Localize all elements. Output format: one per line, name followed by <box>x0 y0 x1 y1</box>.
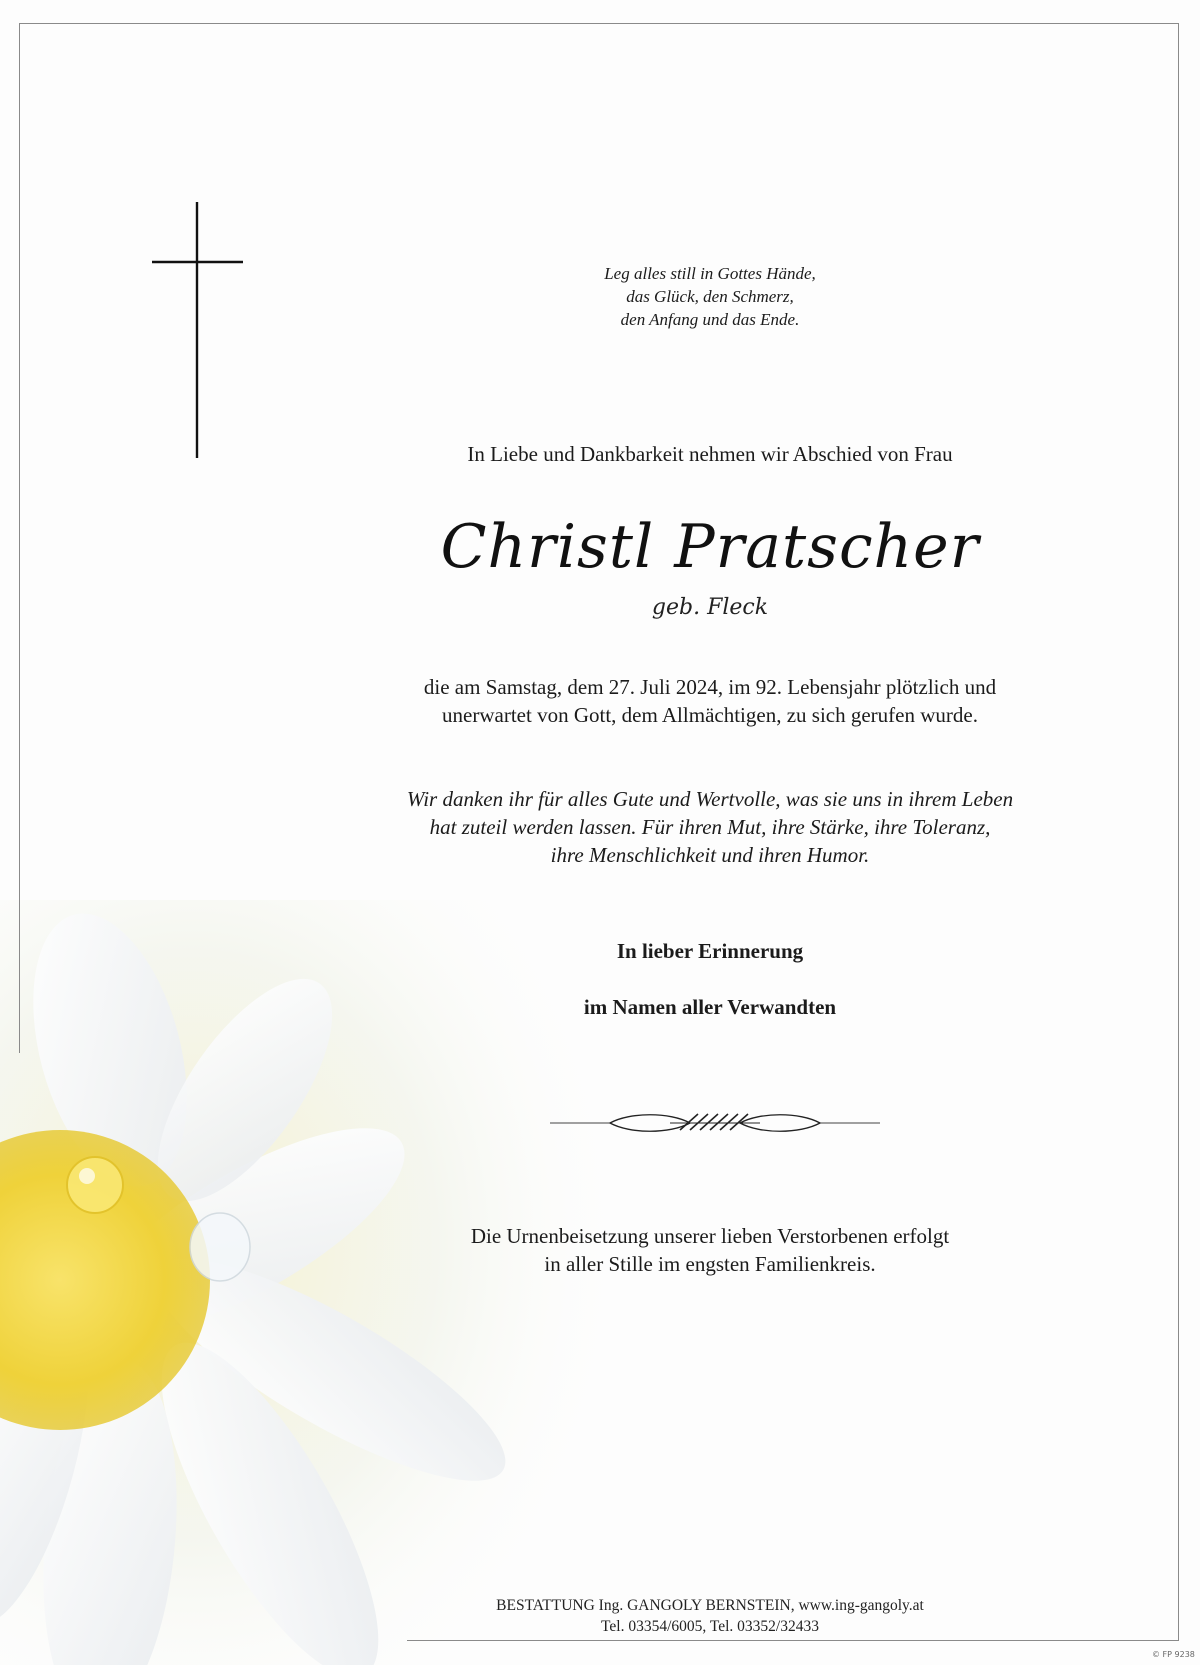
frame-line-right <box>1178 23 1179 1640</box>
gratitude-line: ihre Menschlichkeit und ihren Humor. <box>550 843 870 867</box>
death-notice <box>300 673 1120 729</box>
gratitude-line: hat zuteil werden lassen. Für ihren Mut, ihre Stärke, ihre Toleranz, <box>429 815 991 839</box>
verse-block <box>300 262 1120 331</box>
latin-cross-icon <box>150 200 245 460</box>
deceased-name: Christl Pratscher <box>440 512 980 582</box>
gratitude-line: Wir danken ihr für alles Gute und Wertvolle, was sie uns in ihrem Leben <box>406 787 1014 811</box>
ornamental-flourish-icon <box>550 1104 880 1142</box>
frame-line-bottom <box>407 1640 1179 1641</box>
burial-line: in aller Stille im engsten Familienkreis. <box>544 1252 876 1276</box>
gratitude-text <box>300 785 1120 869</box>
verse-line: das Glück, den Schmerz, <box>626 287 794 306</box>
death-notice-line: die am Samstag, dem 27. Juli 2024, im 92. Lebensjahr plötzlich und <box>423 675 997 699</box>
verse-line: den Anfang und das Ende. <box>620 310 800 329</box>
intro-text: In Liebe und Dankbarkeit nehmen wir Abschied von Frau <box>467 442 953 466</box>
frame-line-left <box>19 23 20 1053</box>
maiden-name: geb. Fleck <box>651 595 769 620</box>
verse-line: Leg alles still in Gottes Hände, <box>604 264 816 283</box>
death-notice-line: unerwartet von Gott, dem Allmächtigen, zu sich gerufen wurde. <box>442 703 978 727</box>
memory-heading: In lieber Erinnerung <box>616 939 804 963</box>
footer-line: Tel. 03354/6005, Tel. 03352/32433 <box>601 1618 819 1635</box>
frame-line-top <box>19 23 1179 24</box>
burial-notice <box>300 1222 1120 1278</box>
burial-line: Die Urnenbeisetzung unserer lieben Verstorbenen erfolgt <box>470 1224 950 1248</box>
funeral-home-footer <box>300 1595 1120 1637</box>
reference-code: © FP 9238 <box>1152 1650 1195 1659</box>
relatives-line: im Namen aller Verwandten <box>583 995 837 1019</box>
footer-line: BESTATTUNG Ing. GANGOLY BERNSTEIN, www.ing-gangoly.at <box>496 1597 924 1614</box>
